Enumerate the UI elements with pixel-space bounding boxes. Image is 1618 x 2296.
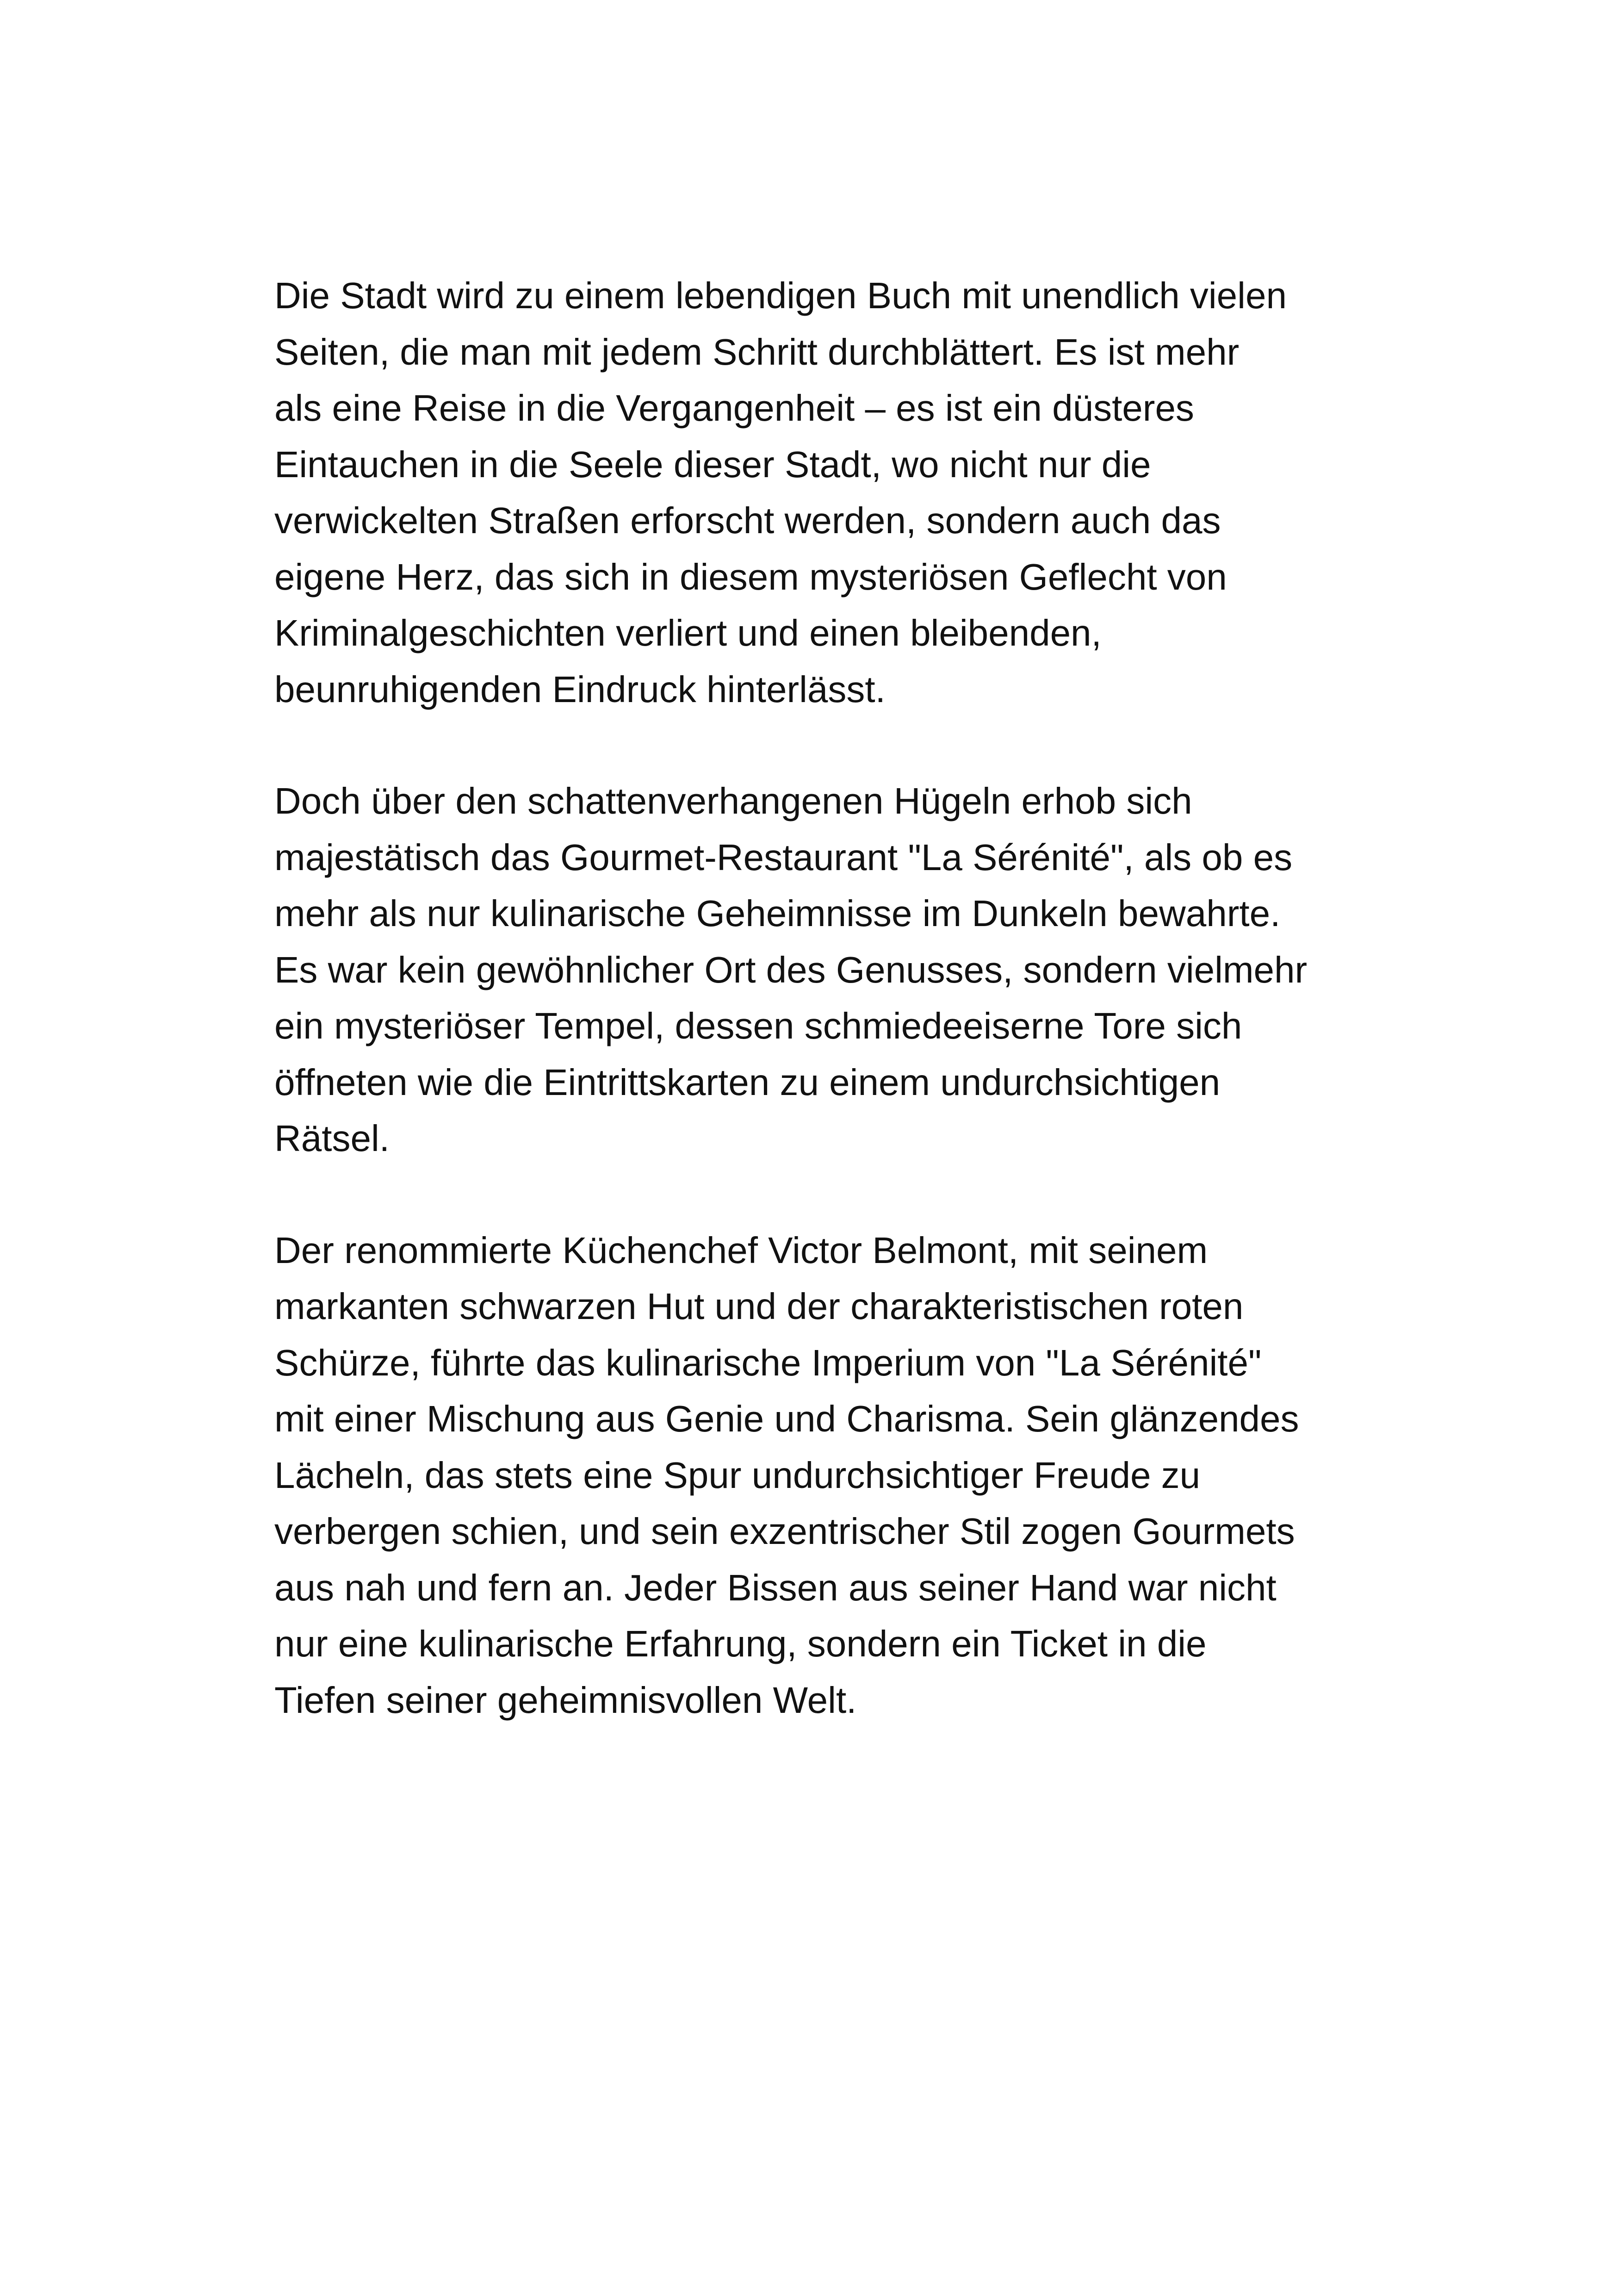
text-line: Schürze, führte das kulinarische Imperium von "La Sérénité" [274, 1342, 1262, 1383]
text-line: Tiefen seiner geheimnisvollen Welt. [274, 1679, 857, 1721]
text-line: ein mysteriöser Tempel, dessen schmiedeeiserne Tore sich [274, 1005, 1242, 1046]
paragraph-1 [274, 268, 1385, 717]
text-line: als eine Reise in die Vergangenheit – es ist ein düsteres [274, 387, 1194, 429]
text-line: markanten schwarzen Hut und der charakteristischen roten [274, 1286, 1244, 1327]
text-line: Kriminalgeschichten verliert und einen bleibenden, [274, 612, 1102, 653]
text-line: Der renommierte Küchenchef Victor Belmont, mit seinem [274, 1229, 1208, 1271]
text-line: mit einer Mischung aus Genie und Charisma. Sein glänzendes [274, 1398, 1299, 1439]
text-line: Die Stadt wird zu einem lebendigen Buch mit unendlich vielen [274, 275, 1287, 316]
text-line: Seiten, die man mit jedem Schritt durchblättert. Es ist mehr [274, 331, 1240, 373]
paragraph-3 [274, 1222, 1385, 1729]
text-line: verbergen schien, und sein exzentrischer Stil zogen Gourmets [274, 1511, 1295, 1552]
text-line: Doch über den schattenverhangenen Hügeln erhob sich [274, 780, 1192, 821]
text-line: eigene Herz, das sich in diesem mysteriösen Geflecht von [274, 556, 1227, 597]
text-line: Es war kein gewöhnlicher Ort des Genusses, sondern vielmehr [274, 949, 1308, 990]
text-line: majestätisch das Gourmet-Restaurant "La Sérénité", als ob es [274, 836, 1293, 878]
paragraph-2 [274, 773, 1385, 1167]
text-line: öffneten wie die Eintrittskarten zu einem undurchsichtigen [274, 1061, 1221, 1103]
body-text [274, 268, 1385, 1784]
text-line: Rätsel. [274, 1118, 390, 1159]
text-line: Eintauchen in die Seele dieser Stadt, wo nicht nur die [274, 443, 1151, 485]
text-line: aus nah und fern an. Jeder Bissen aus seiner Hand war nicht [274, 1567, 1277, 1608]
text-line: beunruhigenden Eindruck hinterlässt. [274, 668, 886, 710]
text-line: verwickelten Straßen erforscht werden, sondern auch das [274, 500, 1221, 541]
text-line: mehr als nur kulinarische Geheimnisse im Dunkeln bewahrte. [274, 893, 1281, 934]
text-line: Lächeln, das stets eine Spur undurchsichtiger Freude zu [274, 1454, 1201, 1496]
text-line: nur eine kulinarische Erfahrung, sondern ein Ticket in die [274, 1623, 1207, 1664]
